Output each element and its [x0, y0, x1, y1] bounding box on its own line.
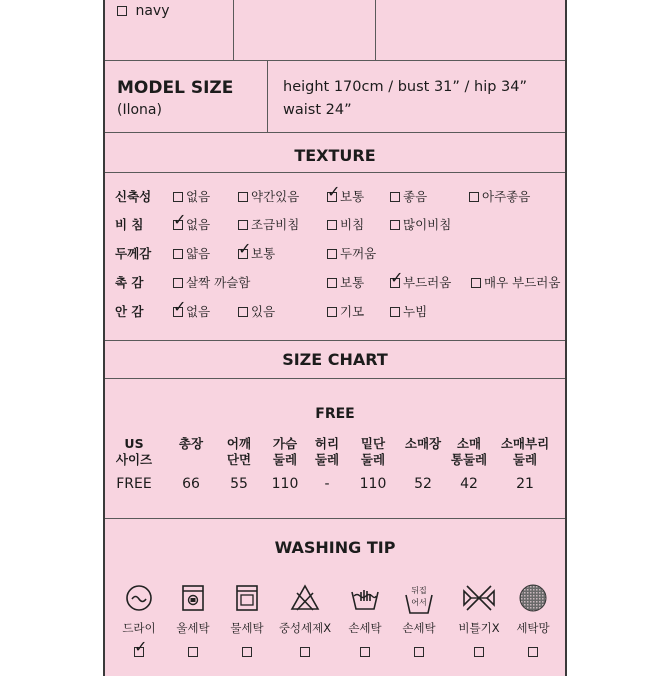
divider: [105, 132, 565, 133]
checkbox[interactable]: [390, 220, 400, 230]
texture-option[interactable]: [238, 244, 275, 262]
checkbox[interactable]: [173, 278, 183, 288]
size-column-header: [439, 436, 499, 468]
reverse-hand-wash-icon: [389, 583, 449, 617]
model-name: (Ilona): [117, 102, 162, 118]
checkbox[interactable]: [390, 307, 400, 317]
texture-option-label: 두꺼움: [340, 246, 377, 261]
size-header-line: 둘레: [360, 452, 386, 467]
texture-option[interactable]: [173, 302, 210, 320]
svg-text:어서: 어서: [411, 598, 427, 607]
texture-option-label: 많이비침: [403, 217, 452, 232]
washing-item: [275, 583, 335, 658]
size-header-line: 단면: [226, 452, 252, 467]
texture-option-label: 살짝 까슬함: [186, 275, 251, 290]
checkbox[interactable]: [528, 647, 538, 657]
washing-label: 세탁망: [516, 621, 550, 635]
checkbox[interactable]: [173, 192, 183, 202]
size-header-line: 소매부리: [500, 436, 550, 451]
size-chart-title: SIZE CHART: [282, 350, 388, 369]
water-wash-icon: [217, 583, 277, 617]
texture-option-label: 기모: [340, 304, 365, 319]
texture-option[interactable]: [327, 215, 364, 233]
size-value: 110: [359, 476, 387, 492]
texture-option[interactable]: [390, 273, 451, 291]
checkbox-checked[interactable]: [238, 249, 248, 259]
checkbox-checked[interactable]: [173, 307, 183, 317]
washing-item: [217, 583, 277, 658]
size-header-line: 소매: [456, 436, 482, 451]
texture-row: [105, 214, 565, 234]
washing-checkbox-wrap: [275, 644, 335, 658]
no-wring-icon: [449, 583, 509, 617]
size-value: 66: [182, 476, 200, 492]
model-measurements-line1: height 170cm / bust 31” / hip 34”: [283, 79, 528, 95]
size-header-line: 밑단: [360, 436, 386, 451]
divider: [105, 60, 565, 61]
texture-option[interactable]: [173, 244, 210, 262]
texture-option[interactable]: [173, 215, 210, 233]
texture-row-label: 촉 감: [115, 275, 144, 290]
texture-option-label: 조금비침: [251, 217, 300, 232]
texture-option[interactable]: [390, 302, 427, 320]
texture-option-label: 있음: [251, 304, 276, 319]
checkbox[interactable]: [188, 647, 198, 657]
texture-option-label: 없음: [186, 304, 211, 319]
texture-option-label: 얇음: [186, 246, 211, 261]
dry-clean-icon: [109, 583, 169, 617]
texture-option-label: 약간있음: [251, 189, 300, 204]
divider: [375, 0, 376, 60]
texture-option[interactable]: [469, 187, 530, 205]
size-header-line: 허리: [314, 436, 340, 451]
size-column-header: [104, 436, 164, 468]
checkbox[interactable]: [238, 192, 248, 202]
washing-checkbox-wrap: [335, 644, 395, 658]
washing-label: 손세탁: [348, 621, 382, 635]
washing-checkbox-wrap: [109, 644, 169, 658]
texture-option-label: 보통: [340, 275, 365, 290]
checkbox[interactable]: [469, 192, 479, 202]
checkbox[interactable]: [238, 220, 248, 230]
color-checkbox[interactable]: [117, 6, 127, 16]
size-value: -: [324, 476, 330, 492]
washing-label: 중성세제X: [278, 621, 332, 635]
product-info-sheet: [103, 0, 567, 676]
washing-label: 비틀기X: [458, 621, 500, 635]
checkbox[interactable]: [414, 647, 424, 657]
checkbox-checked[interactable]: [134, 647, 144, 657]
texture-row: [105, 301, 565, 321]
checkbox[interactable]: [474, 647, 484, 657]
divider: [267, 60, 268, 132]
neutral-detergent-icon: [275, 583, 335, 617]
laundry-net-icon: [503, 583, 563, 617]
checkbox[interactable]: [390, 192, 400, 202]
washing-checkbox-wrap: [163, 644, 223, 658]
checkbox[interactable]: [327, 278, 337, 288]
wool-wash-icon: [163, 583, 223, 617]
texture-option[interactable]: [327, 187, 364, 205]
size-header-line: 총장: [178, 436, 204, 451]
size-value: 42: [460, 476, 478, 492]
checkbox[interactable]: [238, 307, 248, 317]
texture-option[interactable]: [471, 273, 560, 291]
texture-option-label: 보통: [251, 246, 276, 261]
texture-row: [105, 243, 565, 263]
washing-item: [389, 583, 449, 658]
washing-item: [163, 583, 223, 658]
size-header-line: 둘레: [314, 452, 340, 467]
size-header-line: 어깨: [226, 436, 252, 451]
texture-option[interactable]: [390, 215, 451, 233]
texture-option-label: 아주좋음: [482, 189, 531, 204]
divider: [233, 0, 234, 60]
texture-row: [105, 272, 565, 292]
checkbox[interactable]: [242, 647, 252, 657]
texture-row-label: 신축성: [115, 189, 152, 204]
texture-option-label: 보통: [340, 189, 365, 204]
texture-option[interactable]: [238, 215, 299, 233]
divider: [105, 340, 565, 341]
washing-item: [109, 583, 169, 658]
model-size-label: MODEL SIZE: [117, 78, 234, 98]
color-option-navy[interactable]: [117, 3, 169, 19]
texture-option[interactable]: [390, 187, 427, 205]
checkbox-checked[interactable]: [327, 192, 337, 202]
checkbox[interactable]: [327, 249, 337, 259]
checkbox[interactable]: [300, 647, 310, 657]
checkbox-checked[interactable]: [173, 220, 183, 230]
washing-label: 물세탁: [230, 621, 264, 635]
texture-option[interactable]: [327, 244, 376, 262]
washing-item: [335, 583, 395, 658]
texture-row-label: 안 감: [115, 304, 144, 319]
checkbox[interactable]: [471, 278, 481, 288]
size-column: [104, 436, 164, 492]
size-header-line: 소매장: [404, 436, 442, 451]
size-header-line: 통둘레: [450, 452, 488, 467]
texture-option[interactable]: [327, 273, 364, 291]
texture-option-label: 비침: [340, 217, 365, 232]
texture-option[interactable]: [238, 187, 299, 205]
texture-row-label: 두께감: [115, 246, 152, 261]
washing-tip-title: WASHING TIP: [274, 538, 396, 557]
washing-checkbox-wrap: [217, 644, 277, 658]
divider: [105, 172, 565, 173]
checkbox[interactable]: [327, 307, 337, 317]
checkbox[interactable]: [360, 647, 370, 657]
texture-row-label: 비 침: [115, 217, 144, 232]
hand-wash-icon: [335, 583, 395, 617]
texture-option[interactable]: [173, 273, 250, 291]
model-measurements-line2: waist 24”: [283, 102, 352, 118]
texture-option-label: 없음: [186, 217, 211, 232]
size-name: FREE: [315, 406, 355, 422]
washing-item: [503, 583, 563, 658]
texture-option[interactable]: [327, 302, 364, 320]
texture-option[interactable]: [173, 187, 210, 205]
texture-option-label: 좋음: [403, 189, 428, 204]
color-label: navy: [135, 3, 170, 19]
size-value: FREE: [116, 476, 152, 492]
checkbox[interactable]: [327, 220, 337, 230]
size-header-line: 사이즈: [115, 452, 153, 467]
size-value: 52: [414, 476, 432, 492]
size-column: [439, 436, 499, 492]
size-value: 21: [516, 476, 534, 492]
texture-option[interactable]: [238, 302, 275, 320]
svg-text:뒤집: 뒤집: [411, 586, 427, 595]
divider: [105, 378, 565, 379]
washing-label: 울세탁: [176, 621, 210, 635]
texture-row: [105, 186, 565, 206]
size-header-line: 둘레: [272, 452, 298, 467]
size-column-header: [495, 436, 555, 468]
size-header-line: US: [124, 436, 144, 451]
checkbox-checked[interactable]: [390, 278, 400, 288]
size-value: 110: [271, 476, 299, 492]
size-header-line: 둘레: [512, 452, 538, 467]
size-header-line: 가슴: [272, 436, 298, 451]
texture-option-label: 누빔: [403, 304, 428, 319]
texture-title: TEXTURE: [294, 146, 376, 165]
divider: [105, 518, 565, 519]
washing-item: [449, 583, 509, 658]
washing-checkbox-wrap: [449, 644, 509, 658]
washing-checkbox-wrap: [503, 644, 563, 658]
washing-label: 손세탁: [402, 621, 436, 635]
size-value: 55: [230, 476, 248, 492]
washing-checkbox-wrap: [389, 644, 449, 658]
texture-option-label: 부드러움: [403, 275, 452, 290]
washing-label: 드라이: [122, 621, 156, 635]
texture-option-label: 없음: [186, 189, 211, 204]
size-column: [495, 436, 555, 492]
texture-option-label: 매우 부드러움: [484, 275, 561, 290]
checkbox[interactable]: [173, 249, 183, 259]
